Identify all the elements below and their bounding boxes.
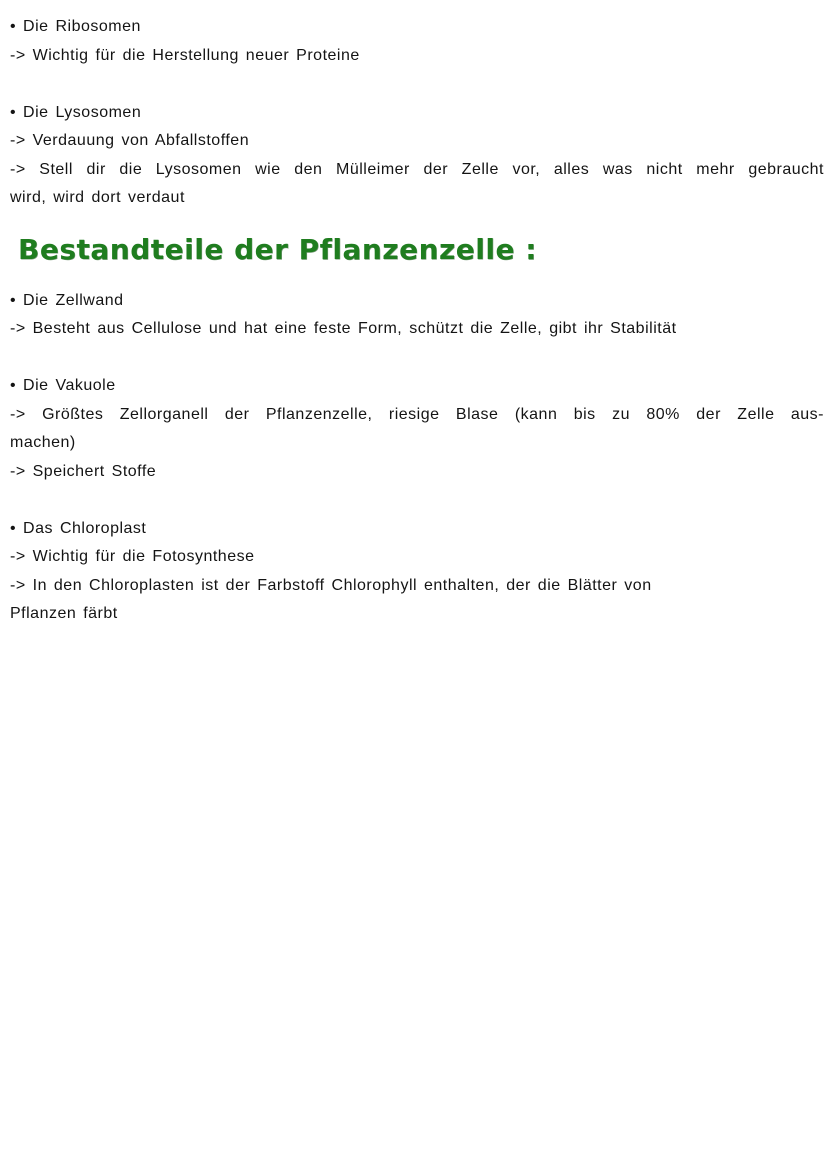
note-line: • Die Lysosomen	[10, 103, 142, 121]
note-line: -> Wichtig für die Herstellung neuer Proteine	[10, 46, 360, 64]
note-line: wird, wird dort verdaut	[10, 189, 185, 206]
note-line: -> Speichert Stoffe	[10, 462, 157, 480]
note-line: -> Wichtig für die Fotosynthese	[10, 548, 255, 565]
note-line: • Das Chloroplast	[10, 519, 147, 537]
notes-before-heading	[10, 13, 824, 213]
note-section	[10, 372, 824, 486]
note-line: -> In den Chloroplasten ist der Farbstoff Chlorophyll enthalten, der die Blätter von	[10, 576, 652, 594]
note-line: • Die Zellwand	[10, 291, 124, 309]
note-line: -> Stell dir die Lysosomen wie den Mülleimer der Zelle vor, alles was nicht mehr gebraucht	[10, 160, 824, 178]
note-line: -> Besteht aus Cellulose und hat eine feste Form, schützt die Zelle, gibt ihr Stabilität	[10, 320, 677, 337]
note-line: -> Verdauung von Abfallstoffen	[10, 132, 250, 149]
note-line: • Die Ribosomen	[10, 18, 141, 35]
note-line: machen)	[10, 434, 76, 451]
note-line: -> Größtes Zellorganell der Pflanzenzelle, riesige Blase (kann bis zu 80% der Zelle aus-	[10, 405, 824, 423]
note-section	[10, 287, 824, 344]
note-section	[10, 99, 824, 213]
note-line: Pflanzen färbt	[10, 605, 118, 622]
notes-after-heading	[10, 287, 824, 629]
note-section	[10, 515, 824, 629]
section-heading: Bestandteile der Pflanzenzelle :	[18, 232, 537, 266]
note-line: • Die Vakuole	[10, 377, 116, 394]
note-section	[10, 13, 824, 70]
